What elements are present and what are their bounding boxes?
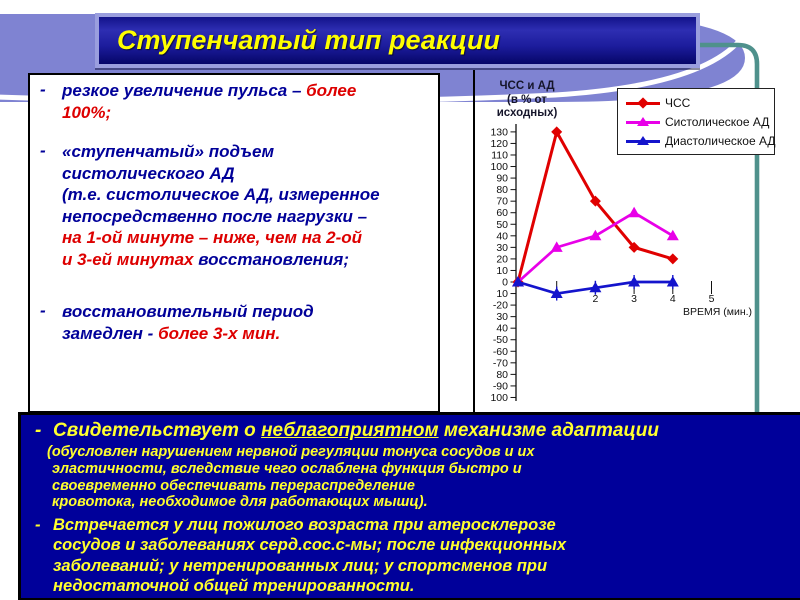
- conclusion-paragraph: [47, 444, 797, 511]
- bullet-dash: -: [40, 301, 46, 320]
- chart-legend: [617, 88, 775, 155]
- legend-label: Систолическое АД: [665, 115, 770, 129]
- text-run: восстановления;: [198, 249, 349, 269]
- svg-text:-50: -50: [492, 334, 508, 347]
- bullet-item: [30, 301, 434, 344]
- svg-text:-20: -20: [492, 299, 508, 312]
- text-run: на 1-ой минуте – ниже, чем на 2-ой: [62, 228, 363, 247]
- text-line: сосудов и заболеваниях серд.сос.с-мы; после инфекционных: [53, 536, 567, 555]
- legend-label: Диастолическое АД: [665, 134, 776, 148]
- svg-text:20: 20: [496, 253, 508, 266]
- svg-text:100: 100: [490, 391, 508, 404]
- y-axis-title-line: исходных): [496, 107, 558, 119]
- svg-text:80: 80: [496, 184, 508, 197]
- bullet-dash: -: [35, 420, 42, 441]
- diastolic-series-marker-icon: [626, 140, 660, 143]
- text-line: [62, 141, 434, 163]
- title-bar: [95, 13, 700, 68]
- bullet-dash: -: [40, 80, 46, 99]
- text-run: механизме адаптации: [438, 420, 659, 441]
- text-run: замедлен -: [62, 323, 159, 343]
- bullet-item: [30, 141, 434, 270]
- bullet-item: [30, 80, 434, 123]
- criteria-text-box: [28, 73, 440, 413]
- text-line: [62, 184, 434, 206]
- triangle-marker-icon: [637, 117, 649, 126]
- text-run: непосредственно после нагрузки –: [62, 206, 368, 226]
- svg-text:0: 0: [502, 276, 508, 289]
- reaction-chart-area: [455, 68, 800, 415]
- legend-label: ЧСС: [665, 96, 691, 110]
- svg-text:130: 130: [490, 126, 508, 139]
- text-run: более: [306, 81, 357, 100]
- systolic-series-marker-icon: [626, 121, 660, 124]
- text-run: неблагоприятном: [261, 420, 439, 441]
- svg-text:40: 40: [496, 322, 508, 335]
- y-axis-title-line: (в % от: [507, 93, 547, 106]
- conclusion-main-line: [31, 419, 797, 442]
- text-run: и 3-ей минутах: [62, 249, 199, 269]
- svg-text:80: 80: [496, 368, 508, 381]
- text-line: [62, 227, 434, 249]
- svg-text:30: 30: [496, 311, 508, 324]
- text-line: недостаточной общей тренированности.: [53, 577, 415, 596]
- text-run: резкое увеличение пульса –: [62, 81, 307, 100]
- svg-text:2: 2: [592, 293, 599, 305]
- text-line: [62, 206, 434, 228]
- text-line: [62, 323, 434, 345]
- text-line: [62, 163, 434, 185]
- x-axis-title: ВРЕМЯ (мин.): [683, 306, 753, 318]
- legend-item: [626, 96, 768, 110]
- y-axis-title-line: ЧСС и АД: [499, 80, 555, 92]
- text-run: (т.е. систолическое АД, измеренное: [62, 185, 380, 204]
- text-run: «ступенчатый» подъем: [62, 142, 275, 161]
- svg-text:30: 30: [496, 241, 508, 254]
- text-line: [62, 301, 434, 323]
- text-line: [62, 249, 434, 271]
- text-line: (обусловлен нарушением нервной регуляции тонуса сосудов и их: [47, 444, 535, 460]
- text-line: своевременно обеспечивать перераспределение: [52, 477, 415, 494]
- svg-text:-60: -60: [492, 345, 508, 358]
- bullet-dash: -: [35, 516, 41, 535]
- svg-text:4: 4: [669, 293, 676, 305]
- text-line: Встречается у лиц пожилого возраста при атеросклерозе: [53, 516, 556, 535]
- svg-text:-70: -70: [492, 357, 508, 370]
- svg-text:90: 90: [496, 172, 508, 185]
- text-line: заболеваний; у нетренированных лиц; у спортсменов при: [53, 556, 548, 575]
- chart-series: [512, 207, 679, 287]
- diamond-marker-icon: [637, 97, 648, 108]
- svg-text:120: 120: [490, 137, 508, 150]
- text-line: [62, 102, 434, 124]
- occurrence-bullet: [31, 515, 797, 596]
- svg-text:3: 3: [631, 293, 638, 305]
- legend-item: [626, 115, 768, 129]
- svg-text:60: 60: [496, 207, 508, 220]
- svg-text:110: 110: [491, 149, 508, 162]
- svg-text:50: 50: [496, 218, 508, 231]
- text-line: кровотока, необходимое для работающих мышц).: [52, 494, 428, 511]
- text-line: [62, 80, 434, 102]
- triangle-marker-icon: [637, 136, 649, 145]
- hr-series-marker-icon: [626, 102, 660, 105]
- svg-text:5: 5: [708, 293, 715, 305]
- legend-item: [626, 134, 776, 148]
- slide-title: Ступенчатый тип реакции: [117, 25, 500, 55]
- text-run: Свидетельствует о: [53, 420, 262, 441]
- svg-text:40: 40: [496, 230, 508, 243]
- bullet-dash: -: [40, 141, 46, 160]
- text-line: эластичности, вследствие чего ослаблена функция быстро и: [52, 460, 522, 477]
- text-run: более 3-х мин.: [158, 323, 281, 343]
- svg-text:100: 100: [490, 161, 508, 174]
- svg-text:-90: -90: [492, 380, 508, 393]
- text-run: систолического АД: [62, 163, 235, 183]
- text-run: восстановительный период: [62, 302, 314, 321]
- conclusion-box: [18, 412, 800, 600]
- svg-text:70: 70: [496, 195, 508, 208]
- svg-text:10: 10: [496, 264, 508, 277]
- text-run: 100%;: [62, 102, 112, 122]
- svg-text:10: 10: [496, 288, 508, 301]
